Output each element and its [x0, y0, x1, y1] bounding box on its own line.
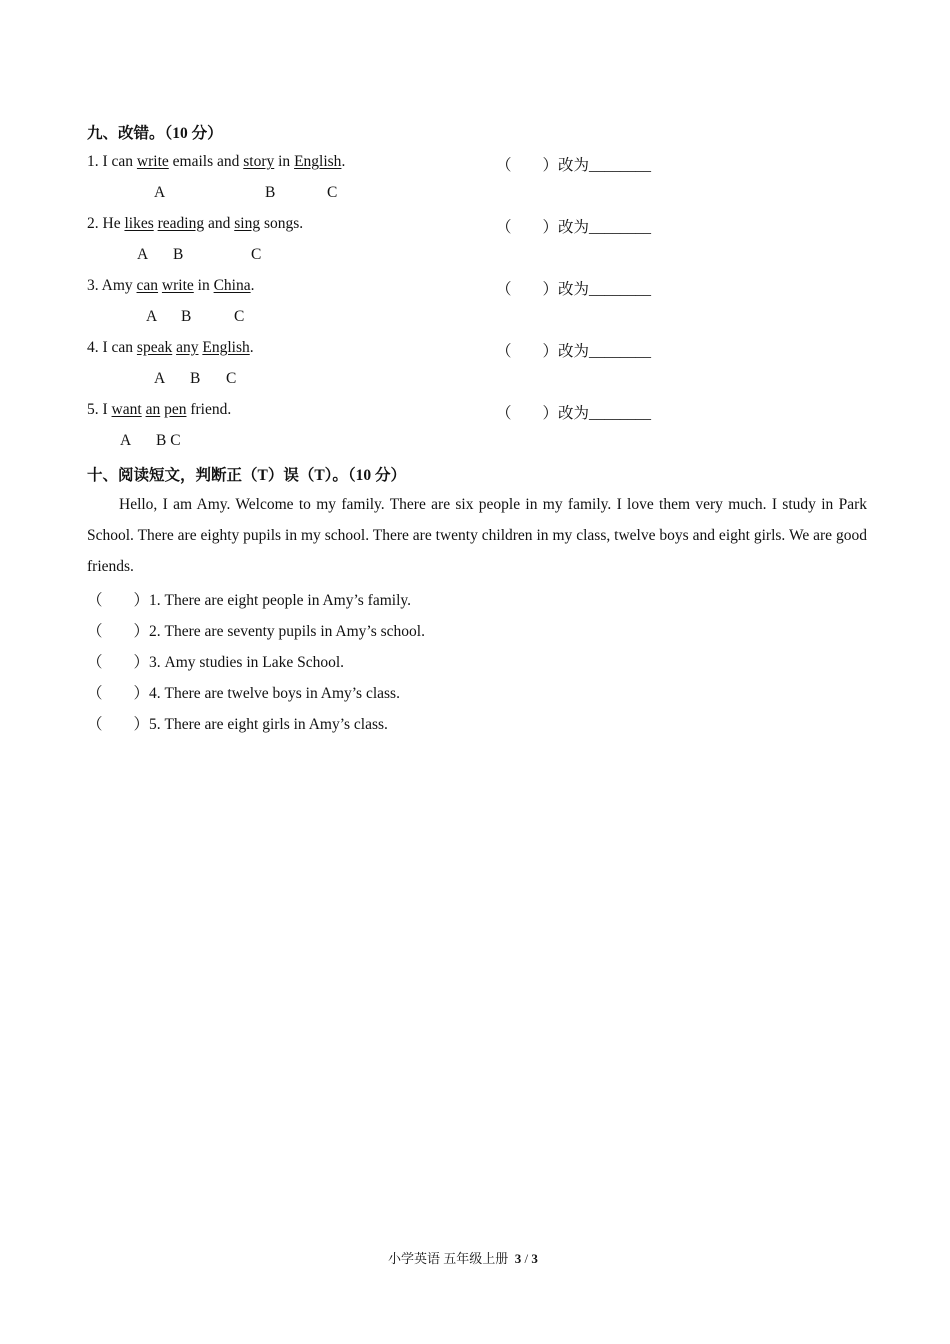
q-text: 1. I can	[87, 153, 137, 170]
q-text: emails and	[168, 153, 244, 170]
question-text: 3. Amy studies in Lake School.	[149, 654, 345, 671]
option-b: an	[145, 401, 161, 418]
question-9-2	[87, 215, 303, 233]
q-text: 3. Amy	[87, 277, 137, 294]
label-b: B	[190, 370, 201, 387]
answer-blank-3[interactable]: （ ）改为________	[496, 281, 652, 298]
q-text: 5. I	[87, 401, 112, 418]
option-b: any	[176, 339, 199, 356]
question-9-1	[87, 153, 345, 171]
section-9-title: 九、改错。（10 分）	[87, 125, 223, 142]
option-c: pen	[164, 401, 187, 418]
tf-question-5	[87, 712, 388, 734]
option-b: write	[161, 277, 194, 294]
option-c: English	[202, 339, 250, 356]
label-b: B	[265, 184, 276, 201]
question-text: 2. There are seventy pupils in Amy’s school.	[149, 623, 425, 640]
reading-passage	[87, 489, 867, 582]
label-c: C	[234, 308, 245, 325]
answer-blank-1[interactable]: （ ）改为________	[496, 157, 652, 174]
q-text: and	[204, 215, 235, 232]
label-c: C	[251, 246, 262, 263]
q-text: friend.	[186, 401, 232, 418]
answer-blank-4[interactable]: （ ）改为________	[496, 343, 652, 360]
answer-bracket[interactable]: （ ）	[87, 592, 150, 609]
q-text: 4. I can	[87, 339, 137, 356]
q-text: .	[249, 339, 254, 356]
q-text: .	[341, 153, 346, 170]
option-a: want	[111, 401, 142, 418]
q-text: in	[193, 277, 214, 294]
page-separator: /	[521, 1251, 532, 1266]
tf-question-4	[87, 681, 400, 703]
q-text: in	[274, 153, 295, 170]
option-a: speak	[136, 339, 173, 356]
passage-text: Hello, I am Amy. Welcome to my family. There are six people in my family. I love them very much. I study in Park School. There are eighty pupils in my school. There are twenty children in my class, twelve boys and eight girls. We are good friends.	[87, 496, 867, 575]
label-c: C	[226, 370, 237, 387]
q-text: songs.	[260, 215, 304, 232]
label-b: B	[173, 246, 184, 263]
option-c: English	[294, 153, 342, 170]
question-9-3	[87, 277, 255, 295]
page-total: 3	[531, 1251, 538, 1266]
label-c: C	[327, 184, 338, 201]
answer-blank-2[interactable]: （ ）改为________	[496, 219, 652, 236]
label-a: A	[146, 308, 158, 325]
q-text: .	[250, 277, 255, 294]
question-text: 4. There are twelve boys in Amy’s class.	[149, 685, 400, 702]
label-a: A	[154, 184, 166, 201]
option-b: story	[243, 153, 275, 170]
question-text: 1. There are eight people in Amy’s family.	[149, 592, 412, 609]
option-a: likes	[124, 215, 154, 232]
tf-question-2	[87, 619, 425, 641]
option-a: can	[136, 277, 159, 294]
tf-question-1	[87, 588, 411, 610]
question-9-5	[87, 401, 231, 419]
question-text: 5. There are eight girls in Amy’s class.	[149, 716, 388, 733]
label-b: B	[181, 308, 192, 325]
option-a: write	[136, 153, 169, 170]
option-b: reading	[157, 215, 205, 232]
label-a: A	[154, 370, 166, 387]
answer-bracket[interactable]: （ ）	[87, 623, 150, 640]
label-a: A	[120, 432, 132, 449]
answer-bracket[interactable]: （ ）	[87, 654, 150, 671]
page-number: 3	[514, 1251, 522, 1266]
label-a: A	[137, 246, 149, 263]
answer-bracket[interactable]: （ ）	[87, 716, 150, 733]
footer-label: 小学英语 五年级上册	[388, 1251, 509, 1266]
option-c: China	[213, 277, 251, 294]
answer-bracket[interactable]: （ ）	[87, 685, 150, 702]
section-10-title: 十、阅读短文，判断正（T）误（T）。（10 分）	[87, 467, 407, 484]
q-text: 2. He	[87, 215, 125, 232]
answer-blank-5[interactable]: （ ）改为________	[496, 405, 652, 422]
page-footer	[388, 1248, 538, 1267]
question-9-4	[87, 339, 254, 357]
tf-question-3	[87, 650, 344, 672]
label-bc: B C	[156, 432, 181, 449]
option-c: sing	[234, 215, 261, 232]
